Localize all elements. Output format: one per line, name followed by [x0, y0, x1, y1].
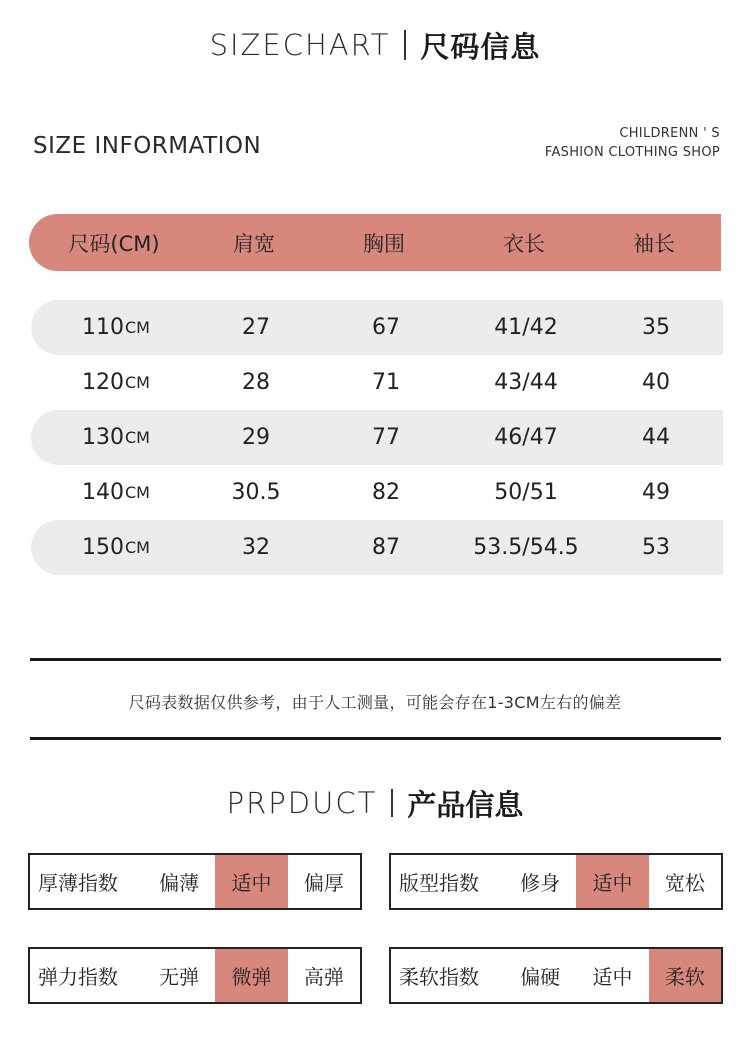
product-title-en: PRPDUCT [226, 786, 378, 820]
cell-length: 43/44 [494, 370, 558, 395]
cell-length: 41/42 [494, 315, 558, 340]
cell-shoulder: 30.5 [231, 480, 281, 505]
index-option: 无弹 [159, 965, 200, 989]
index-option: 宽松 [664, 871, 705, 895]
header-sleeve: 袖长 [633, 231, 675, 256]
elasticity-index [28, 947, 362, 1004]
index-label: 弹力指数 [38, 965, 118, 989]
cell-sleeve: 44 [642, 425, 670, 450]
index-option-selected: 适中 [215, 855, 287, 908]
cell-chest: 77 [372, 425, 400, 450]
thickness-index [28, 853, 362, 910]
product-title-divider [391, 789, 393, 817]
size-value: 110 [82, 315, 124, 340]
index-option: 偏硬 [520, 965, 561, 989]
cell-chest: 71 [372, 370, 400, 395]
cell-shoulder: 28 [242, 370, 270, 395]
index-option: 修身 [520, 871, 561, 895]
size-table-header [29, 214, 721, 271]
cell-sleeve: 40 [642, 370, 670, 395]
cell-shoulder: 27 [242, 315, 270, 340]
index-option: 适中 [592, 965, 633, 989]
size-unit: CM [125, 428, 150, 447]
size-value: 120 [82, 370, 124, 395]
table-row [31, 465, 723, 520]
divider-bottom [30, 737, 721, 740]
table-row [31, 520, 723, 575]
table-row [31, 355, 723, 410]
cell-chest: 87 [372, 535, 400, 560]
size-value: 130 [82, 425, 124, 450]
header-length: 衣长 [503, 231, 545, 256]
page-title [0, 20, 750, 70]
table-row [31, 300, 723, 355]
cell-size [31, 520, 201, 575]
cell-sleeve: 53 [642, 535, 670, 560]
cell-shoulder: 29 [242, 425, 270, 450]
size-unit: CM [125, 483, 150, 502]
product-title-cn: 产品信息 [407, 787, 524, 822]
cell-size [31, 300, 201, 355]
cell-chest: 67 [372, 315, 400, 340]
cell-length: 50/51 [494, 480, 558, 505]
size-unit: CM [125, 318, 150, 337]
cell-sleeve: 49 [642, 480, 670, 505]
shop-line-2: FASHION CLOTHING SHOP [544, 145, 720, 160]
index-option-selected: 适中 [576, 855, 648, 908]
title-divider [404, 30, 406, 60]
index-option: 偏薄 [159, 871, 200, 895]
index-label: 版型指数 [399, 871, 479, 895]
title-cn: 尺码信息 [420, 29, 541, 64]
cell-shoulder: 32 [242, 535, 270, 560]
size-information-label: SIZE INFORMATION [33, 133, 262, 159]
cell-length: 46/47 [494, 425, 558, 450]
index-option-selected: 微弹 [215, 949, 287, 1002]
index-option-selected: 柔软 [649, 949, 721, 1002]
divider-top [30, 658, 721, 661]
size-unit: CM [125, 373, 150, 392]
fit-index [389, 853, 723, 910]
header-chest: 胸围 [363, 231, 405, 256]
cell-size [31, 465, 201, 520]
header-size: 尺码(CM) [68, 231, 160, 256]
title-en: SIZECHART [209, 28, 391, 62]
index-label: 厚薄指数 [38, 871, 118, 895]
cell-size [31, 410, 201, 465]
shop-line-1: CHILDRENN ' S [619, 126, 720, 141]
shop-tagline [545, 124, 720, 162]
index-label: 柔软指数 [399, 965, 479, 989]
table-row [31, 410, 723, 465]
cell-size [31, 355, 201, 410]
softness-index [389, 947, 723, 1004]
cell-chest: 82 [372, 480, 400, 505]
measurement-note: 尺码表数据仅供参考，由于人工测量，可能会存在1-3CM左右的偏差 [128, 693, 622, 712]
size-unit: CM [125, 538, 150, 557]
index-option: 高弹 [303, 965, 344, 989]
product-title [0, 780, 750, 826]
cell-sleeve: 35 [642, 315, 670, 340]
header-shoulder: 肩宽 [233, 231, 275, 256]
cell-length: 53.5/54.5 [473, 535, 579, 560]
size-value: 150 [82, 535, 124, 560]
size-value: 140 [82, 480, 124, 505]
index-option: 偏厚 [303, 871, 344, 895]
